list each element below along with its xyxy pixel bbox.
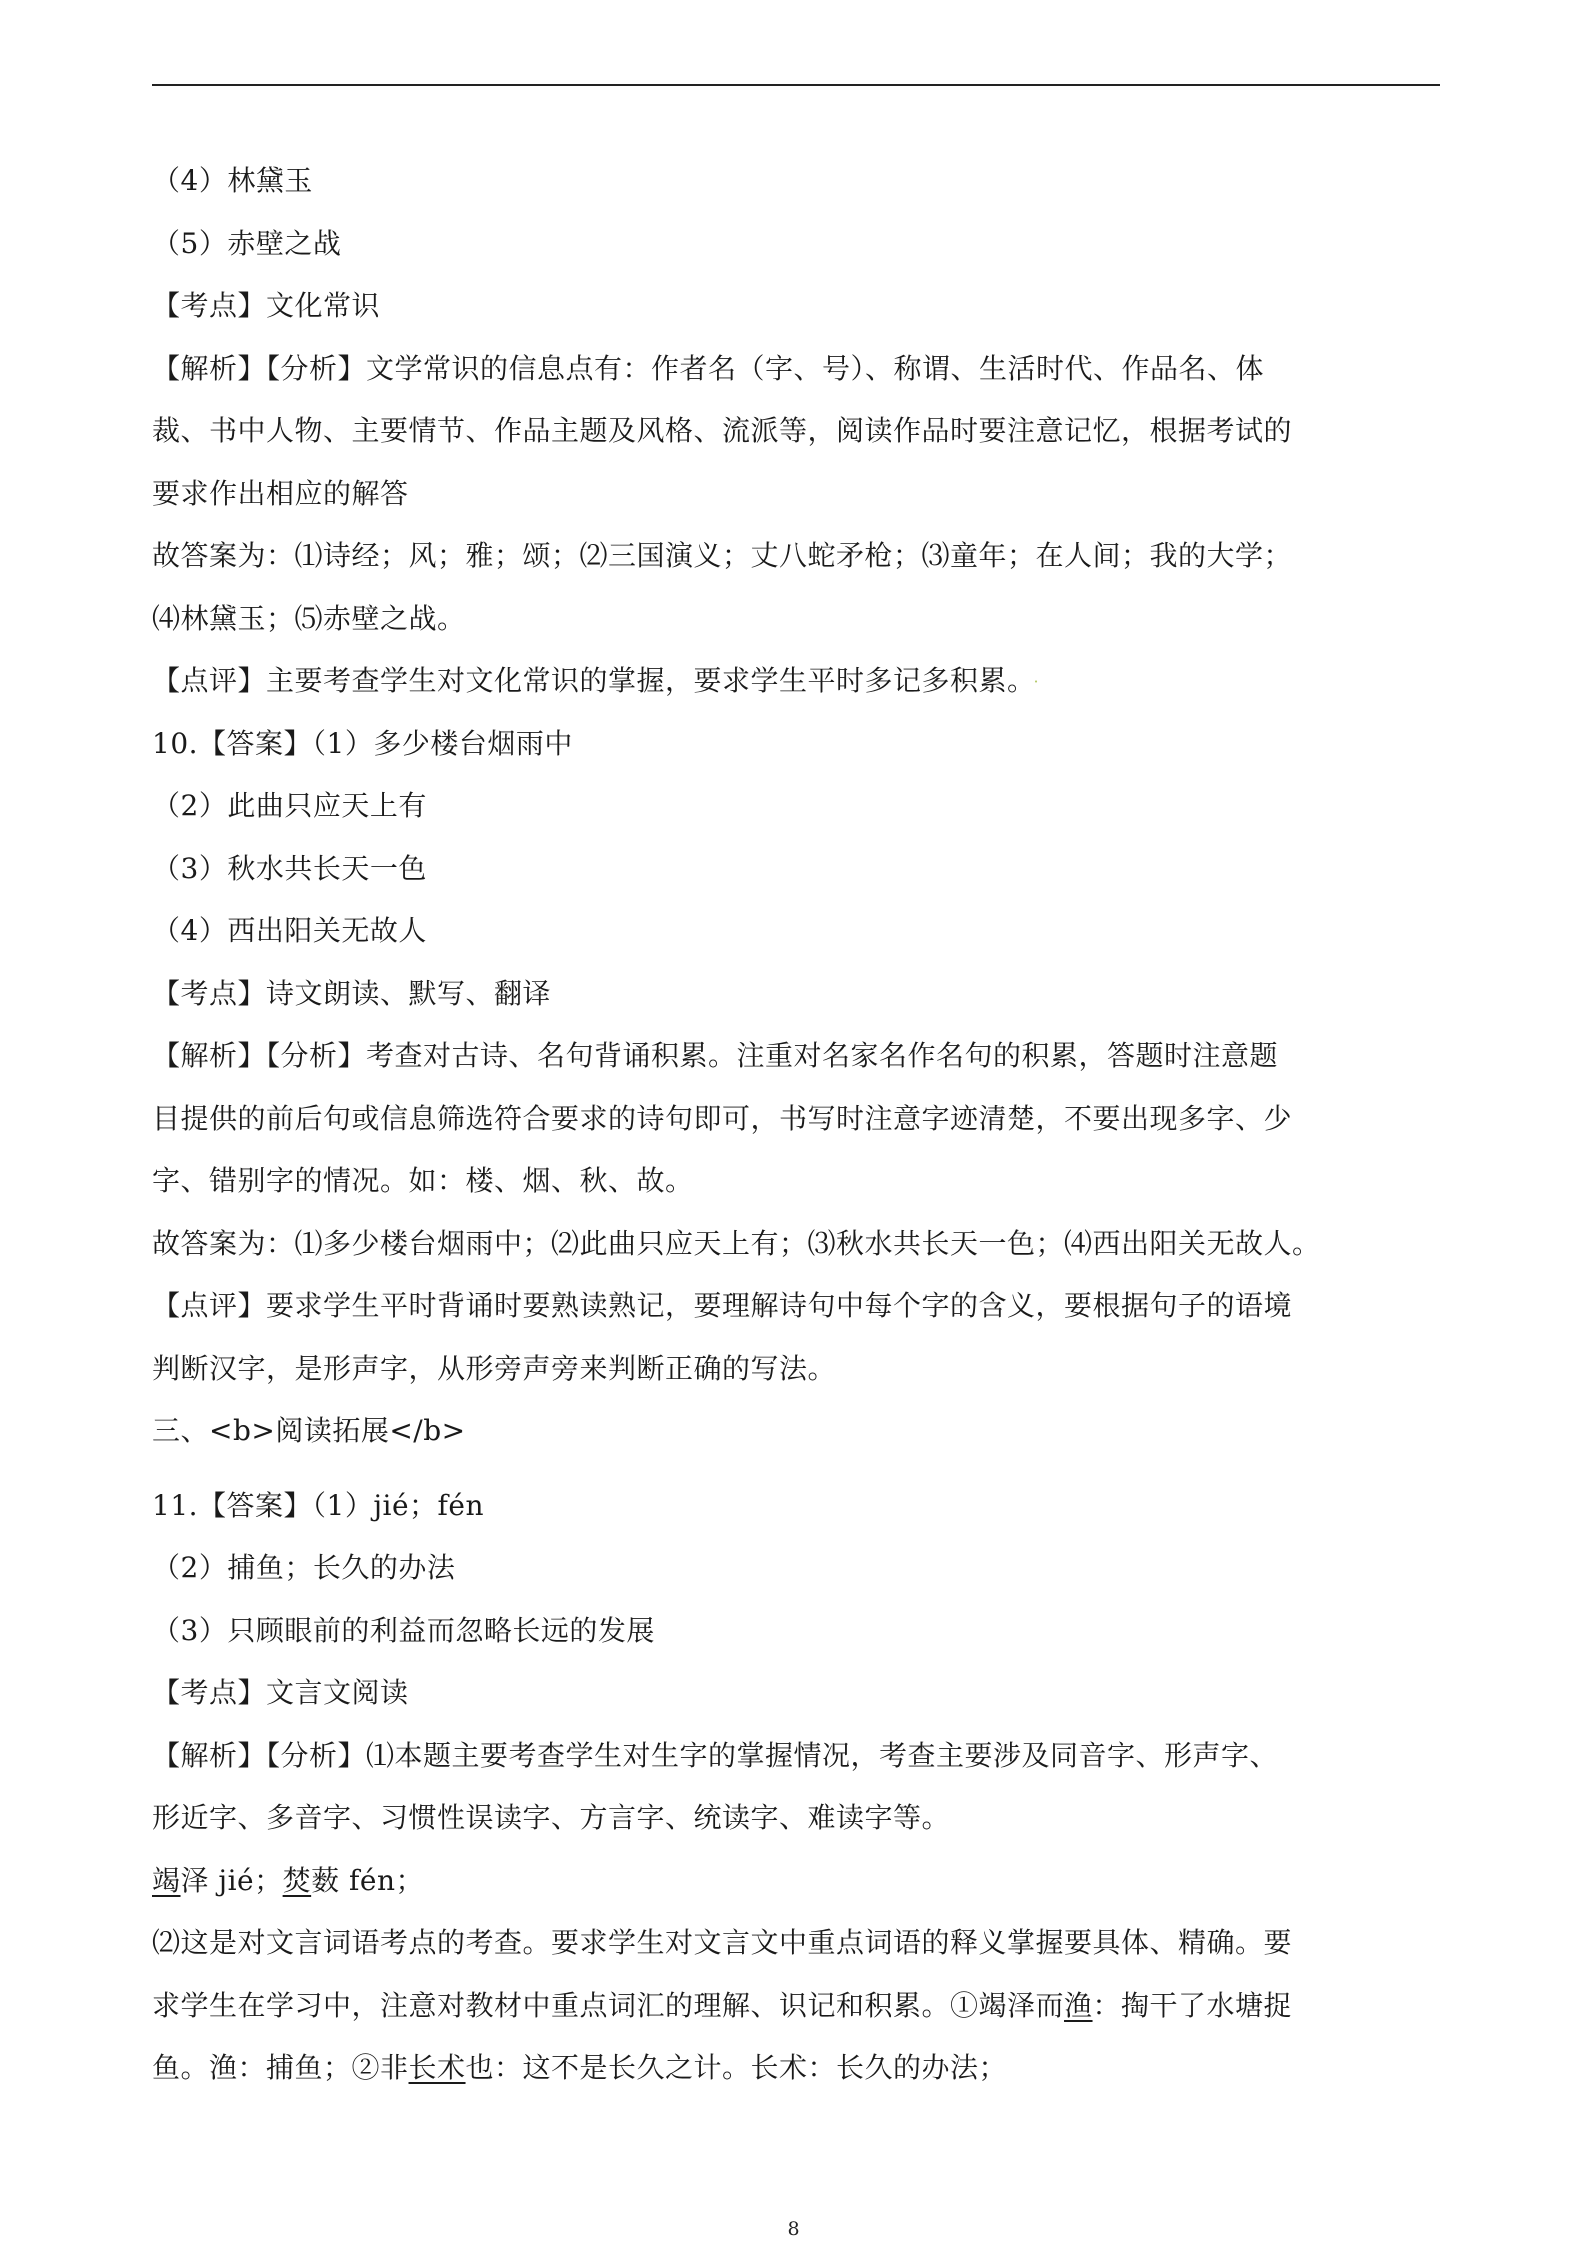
text-run: ：掏干了水塘捉 xyxy=(1092,1988,1293,2022)
answer-11-heading: 11.【答案】（1）jié；fén xyxy=(152,1488,485,1522)
section-heading: 三、<b>阅读拓展</b> xyxy=(152,1414,466,1447)
pinyin-line xyxy=(152,1850,1442,1913)
text-line xyxy=(152,2037,1442,2100)
pinyin-text: 薮 fén； xyxy=(311,1863,425,1897)
stray-dot: · xyxy=(1033,672,1040,692)
text-line: （2）此曲只应天上有 xyxy=(152,789,427,822)
underlined-char: 焚 xyxy=(282,1863,312,1897)
pinyin-text: 泽 jié； xyxy=(180,1863,283,1897)
text-run: 也：这不是长久之计。长术：长久的办法； xyxy=(465,2051,1008,2084)
text-line: 形近字、多音字、习惯性误读字、方言字、统读字、难读字等。 xyxy=(152,1801,951,1834)
text-line: （4）西出阳关无故人 xyxy=(152,914,427,947)
text-line: 故答案为：⑴多少楼台烟雨中；⑵此曲只应天上有；⑶秋水共长天一色；⑷西出阳关无故人。 xyxy=(152,1226,1321,1260)
text-line: （4）林黛玉 xyxy=(152,164,313,197)
text-line xyxy=(152,1975,1442,2038)
text-line: 判断汉字，是形声字，从形旁声旁来判断正确的写法。 xyxy=(152,1351,837,1385)
underlined-word: 长术 xyxy=(408,2051,466,2084)
text-run: 鱼。渔：捕鱼；②非 xyxy=(152,2051,409,2084)
text-line: 【考点】文化常识 xyxy=(152,289,381,322)
text-line: 目提供的前后句或信息筛选符合要求的诗句即可，书写时注意字迹清楚，不要出现多字、少 xyxy=(152,1101,1293,1135)
text-line: 要求作出相应的解答 xyxy=(152,476,409,510)
text-line: 【解析】【分析】考查对古诗、名句背诵积累。注重对名家名作名句的积累，答题时注意题 xyxy=(152,1039,1279,1072)
text-line: 【点评】要求学生平时背诵时要熟读熟记，要理解诗句中每个字的含义，要根据句子的语境 xyxy=(152,1289,1293,1322)
text-line: 【考点】文言文阅读 xyxy=(152,1676,409,1709)
text-line: （3）秋水共长天一色 xyxy=(152,851,427,885)
text-line: （5）赤壁之战 xyxy=(152,226,342,260)
text-line: 【解析】【分析】⑴本题主要考查学生对生字的掌握情况，考查主要涉及同音字、形声字、 xyxy=(152,1738,1279,1772)
document-body xyxy=(152,150,1442,2100)
page-number: 8 xyxy=(787,2218,800,2240)
text-line: ⑷林黛玉；⑸赤壁之战。 xyxy=(152,601,466,635)
text-line: 故答案为：⑴诗经；风；雅；颂；⑵三国演义；丈八蛇矛枪；⑶童年；在人间；我的大学； xyxy=(152,539,1293,572)
underlined-char: 竭 xyxy=(152,1863,181,1897)
text-line: （3）只顾眼前的利益而忽略长远的发展 xyxy=(152,1613,655,1647)
underlined-word: 渔 xyxy=(1064,1988,1093,2022)
header-rule xyxy=(152,84,1440,86)
text-line: 字、错别字的情况。如：楼、烟、秋、故。 xyxy=(152,1164,694,1197)
text-line: 【解析】【分析】文学常识的信息点有：作者名（字、号）、称谓、生活时代、作品名、体 xyxy=(152,351,1265,385)
text-run: 求学生在学习中，注意对教材中重点词汇的理解、识记和积累。①竭泽而 xyxy=(152,1988,1065,2022)
text-line: （2）捕鱼；长久的办法 xyxy=(152,1551,456,1584)
text-line: 【考点】诗文朗读、默写、翻译 xyxy=(152,976,552,1010)
text-line: ⑵这是对文言词语考点的考查。要求学生对文言文中重点词语的释义掌握要具体、精确。要 xyxy=(152,1926,1293,1959)
text-line: 裁、书中人物、主要情节、作品主题及风格、流派等，阅读作品时要注意记忆，根据考试的 xyxy=(152,414,1293,447)
comment-text: 【点评】主要考查学生对文化常识的掌握，要求学生平时多记多积累。 xyxy=(152,664,1022,697)
answer-10-heading: 10.【答案】（1）多少楼台烟雨中 xyxy=(152,726,573,760)
text-line xyxy=(152,650,1442,713)
